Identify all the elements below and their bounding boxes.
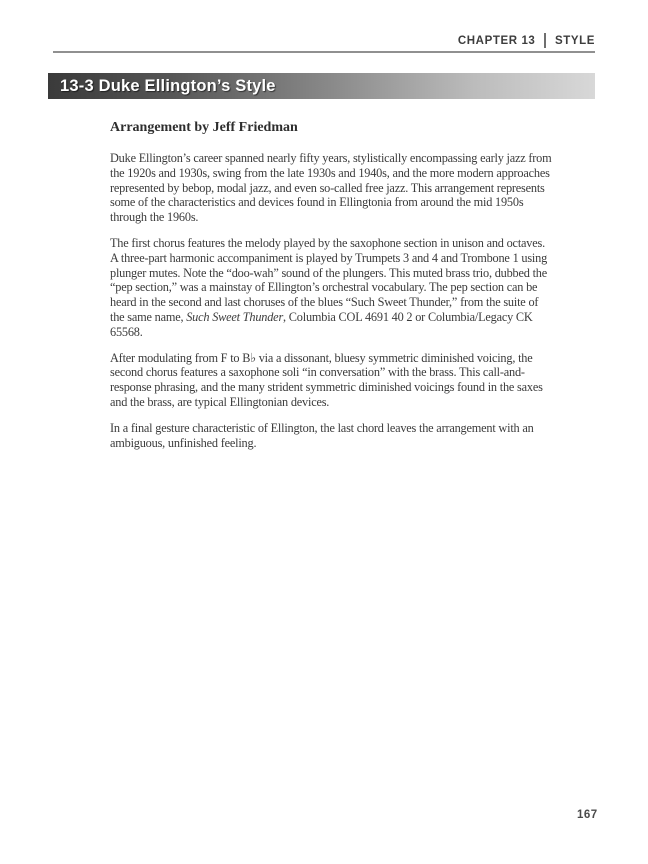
header-divider [544, 33, 546, 48]
header-rule [53, 51, 595, 53]
paragraph-3-text: After modulating from F to B♭ via a dissonant, bluesy symmetric diminished voicing, the second chorus features a saxophone soli “in conversation” with the brass. This call-and-response phrasing, and the many strident symmetric diminished voicings found in the saxes and the brass, are typical Ellingtonian devices. [110, 350, 543, 409]
paragraph-2 [110, 236, 555, 340]
section-title-bar [48, 73, 595, 99]
paragraph-2-citation: , Columbia COL 4691 40 2 or Columbia/Legacy CK 65568. [110, 309, 533, 339]
paragraph-2-text: The first chorus features the melody played by the saxophone section in unison and octaves. A three-part harmonic accompaniment is played by Trumpets 3 and 4 and Trombone 1 using plunger mutes. Note the “doo-wah” sound of the plungers. This muted brass trio, dubbed the “pep section,” was a mainstay of Ellington’s orchestral vocabulary. The pep section can be heard in the second and last choruses of the blues “Such Sweet Thunder,” from the suite of the same name, [110, 235, 548, 324]
arrangement-subtitle: Arrangement by Jeff Friedman [110, 120, 298, 135]
body-content [110, 120, 555, 461]
album-title-italic: Such Sweet Thunder [186, 309, 284, 324]
paragraph-3 [110, 351, 555, 410]
paragraph-1-text: Duke Ellington’s career spanned nearly fifty years, stylistically encompassing early jazz from the 1920s and 1930s, swing from the late 1930s and 1940s, and the more modern approaches represented by bebop, modal jazz, and even so-called free jazz. This arrangement represents some of the characteristics and devices found in Ellingtonia from around the mid 1950s through the 1960s. [110, 151, 552, 225]
section-label: STYLE [554, 34, 595, 47]
running-head [458, 33, 595, 48]
page-number: 167 [577, 809, 598, 821]
paragraph-4 [110, 421, 555, 451]
paragraph-1 [110, 151, 555, 225]
paragraph-4-text: In a final gesture characteristic of Ellington, the last chord leaves the arrangement with an ambiguous, unfinished feeling. [110, 420, 534, 450]
chapter-label: CHAPTER 13 [457, 34, 536, 47]
section-title: 13-3 Duke Ellington’s Style [60, 76, 276, 95]
